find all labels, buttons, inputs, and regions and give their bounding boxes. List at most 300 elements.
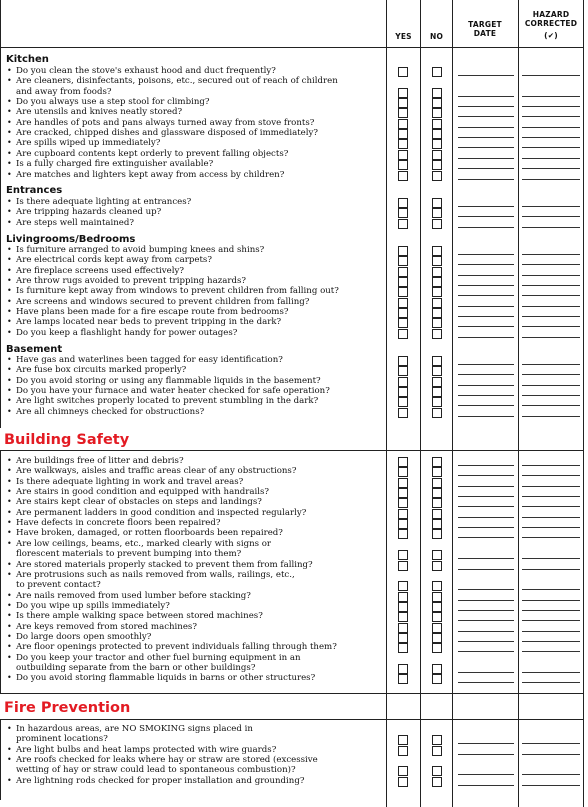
no-checkbox[interactable]: [432, 329, 442, 339]
no-checkbox[interactable]: [432, 777, 442, 787]
yes-checkbox[interactable]: [398, 171, 408, 181]
hazard-corrected-field[interactable]: [522, 610, 580, 611]
yes-checkbox[interactable]: [398, 746, 408, 756]
yes-checkbox[interactable]: [398, 519, 408, 529]
no-checkbox[interactable]: [432, 488, 442, 498]
yes-checkbox[interactable]: [398, 478, 408, 488]
checklist-item: [6, 466, 382, 476]
column-divider: [583, 0, 584, 807]
target-date-field[interactable]: [458, 264, 514, 265]
no-checkbox[interactable]: [432, 171, 442, 181]
yes-checkbox[interactable]: [398, 277, 408, 287]
target-date-field[interactable]: [458, 374, 514, 375]
target-date-field[interactable]: [458, 569, 514, 570]
yes-checkbox[interactable]: [398, 674, 408, 684]
hazard-corrected-field[interactable]: [522, 285, 580, 286]
target-date-field[interactable]: [458, 620, 514, 621]
no-checkbox[interactable]: [432, 612, 442, 622]
item-text: • Are protrusions such as nails removed from walls, railings, etc.,: [6, 570, 382, 580]
checklist-item: [6, 632, 382, 642]
checklist-item: [6, 266, 382, 276]
hazard-corrected-field[interactable]: [522, 416, 580, 417]
checklist-item: [6, 128, 382, 138]
yes-checkbox[interactable]: [398, 98, 408, 108]
section-rule: [0, 719, 584, 720]
no-checkbox[interactable]: [432, 88, 442, 98]
hazard-corrected-field[interactable]: [522, 306, 580, 307]
yes-checkbox[interactable]: [398, 308, 408, 318]
yes-checkbox[interactable]: [398, 664, 408, 674]
checklist-item: [6, 396, 382, 406]
item-text: • Have gas and waterlines been tagged for easy identification?: [6, 355, 382, 365]
yes-checkbox[interactable]: [398, 366, 408, 376]
target-date-field[interactable]: [458, 754, 514, 755]
checklist-item: [6, 477, 382, 487]
item-text-continued: florescent materials to prevent bumping into them?: [16, 549, 242, 560]
hazard-corrected-field[interactable]: [522, 395, 580, 396]
target-date-field[interactable]: [458, 326, 514, 327]
hazard-corrected-field[interactable]: [522, 506, 580, 507]
hazard-corrected-field[interactable]: [522, 216, 580, 217]
no-checkbox[interactable]: [432, 623, 442, 633]
hazard-corrected-field[interactable]: [522, 206, 580, 207]
yes-checkbox[interactable]: [398, 612, 408, 622]
item-text: • Do you wipe up spills immediately?: [6, 601, 382, 611]
yes-checkbox[interactable]: [398, 298, 408, 308]
hazard-corrected-field[interactable]: [522, 754, 580, 755]
item-text: • Are permanent ladders in good condition and inspected regularly?: [6, 508, 382, 518]
target-date-field[interactable]: [458, 337, 514, 338]
yes-checkbox[interactable]: [398, 387, 408, 397]
target-date-field[interactable]: [458, 506, 514, 507]
target-date-field[interactable]: [458, 672, 514, 673]
item-text: • Is furniture kept away from windows to prevent children from falling out?: [6, 286, 382, 296]
item-text: • Do you have your furnace and water heater checked for safe operation?: [6, 386, 382, 396]
no-checkbox[interactable]: [432, 664, 442, 674]
checklist-item: [6, 539, 382, 560]
item-text: • Is there ample walking space between stored machines?: [6, 611, 382, 621]
checklist-item: [6, 276, 382, 286]
yes-checkbox[interactable]: [398, 735, 408, 745]
no-checkbox[interactable]: [432, 735, 442, 745]
target-date-field[interactable]: [458, 96, 514, 97]
target-date-field[interactable]: [458, 75, 514, 76]
hazard-corrected-field[interactable]: [522, 517, 580, 518]
no-checkbox[interactable]: [432, 67, 442, 77]
header-rule: [0, 47, 584, 48]
hazard-corrected-field[interactable]: [522, 527, 580, 528]
item-text: • Have defects in concrete floors been repaired?: [6, 518, 382, 528]
yes-column-header: YES: [395, 32, 412, 41]
hazard-corrected-field[interactable]: [522, 486, 580, 487]
no-checkbox[interactable]: [432, 746, 442, 756]
yes-checkbox[interactable]: [398, 457, 408, 467]
item-text: • Is there adequate lighting at entrances?: [6, 197, 382, 207]
checklist-item: [6, 286, 382, 296]
no-checkbox[interactable]: [432, 519, 442, 529]
no-checkbox[interactable]: [432, 208, 442, 218]
item-text: • Are matches and lighters kept away from access by children?: [6, 170, 382, 180]
yes-checkbox[interactable]: [398, 623, 408, 633]
hazard-corrected-field[interactable]: [522, 743, 580, 744]
yes-checkbox[interactable]: [398, 108, 408, 118]
hazard-corrected-field[interactable]: [522, 600, 580, 601]
yes-checkbox[interactable]: [398, 267, 408, 277]
hazard-corrected-field[interactable]: [522, 158, 580, 159]
item-text: • Have plans been made for a fire escape route from bedrooms?: [6, 307, 382, 317]
yes-checkbox[interactable]: [398, 318, 408, 328]
target-date-field[interactable]: [458, 158, 514, 159]
no-checkbox[interactable]: [432, 298, 442, 308]
hazard-corrected-field[interactable]: [522, 537, 580, 538]
item-text-continued: to prevent contact?: [16, 580, 101, 591]
checklist-item: [6, 724, 382, 745]
target-date-field[interactable]: [458, 254, 514, 255]
item-text: • Are utensils and knives neatly stored?: [6, 107, 382, 117]
item-text: • Do you avoid storing or using any flammable liquids in the basement?: [6, 376, 382, 386]
item-text: • Are stored materials properly stacked to prevent them from falling?: [6, 560, 382, 570]
hazard-corrected-field[interactable]: [522, 641, 580, 642]
target-date-field[interactable]: [458, 405, 514, 406]
item-text: • Are fireplace screens used effectively?: [6, 266, 382, 276]
hazard-corrected-field[interactable]: [522, 785, 580, 786]
yes-checkbox[interactable]: [398, 356, 408, 366]
target-date-field[interactable]: [458, 651, 514, 652]
checklist-item: [6, 376, 382, 386]
hazard-corrected-field[interactable]: [522, 227, 580, 228]
no-checkbox[interactable]: [432, 550, 442, 560]
section-title: Entrances: [6, 185, 63, 196]
hazard-corrected-field[interactable]: [522, 651, 580, 652]
checklist-item: [6, 355, 382, 365]
target-date-field[interactable]: [458, 610, 514, 611]
yes-checkbox[interactable]: [398, 246, 408, 256]
item-text: • Are stairs in good condition and equipped with handrails?: [6, 487, 382, 497]
target-date-field[interactable]: [458, 364, 514, 365]
hazard-corrected-field[interactable]: [522, 475, 580, 476]
hazard-corrected-field[interactable]: [522, 168, 580, 169]
no-checkbox[interactable]: [432, 509, 442, 519]
item-text: • Are light bulbs and heat lamps protected with wire guards?: [6, 745, 382, 755]
yes-checkbox[interactable]: [398, 329, 408, 339]
target-date-field[interactable]: [458, 475, 514, 476]
hazard-corrected-field[interactable]: [522, 672, 580, 673]
hazard-corrected-field[interactable]: [522, 620, 580, 621]
no-checkbox[interactable]: [432, 457, 442, 467]
yes-checkbox[interactable]: [398, 602, 408, 612]
target-date-field[interactable]: [458, 631, 514, 632]
checklist-item: [6, 528, 382, 538]
no-checkbox[interactable]: [432, 198, 442, 208]
target-date-field[interactable]: [458, 116, 514, 117]
hazard-corrected-field[interactable]: [522, 106, 580, 107]
no-checkbox[interactable]: [432, 766, 442, 776]
item-text: • Do large doors open smoothly?: [6, 632, 382, 642]
no-checkbox[interactable]: [432, 602, 442, 612]
yes-checkbox[interactable]: [398, 287, 408, 297]
item-text: • Are fuse box circuits marked properly?: [6, 365, 382, 375]
target-date-field[interactable]: [458, 774, 514, 775]
item-text: • Are roofs checked for leaks where hay or straw are stored (excessive: [6, 755, 382, 765]
column-divider: [386, 0, 387, 807]
no-checkbox[interactable]: [432, 581, 442, 591]
target-date-field[interactable]: [458, 527, 514, 528]
target-date-field[interactable]: [458, 147, 514, 148]
no-checkbox[interactable]: [432, 397, 442, 407]
item-text: • Are steps well maintained?: [6, 218, 382, 228]
yes-checkbox[interactable]: [398, 150, 408, 160]
no-checkbox[interactable]: [432, 643, 442, 653]
target-date-field[interactable]: [458, 306, 514, 307]
yes-checkbox[interactable]: [398, 488, 408, 498]
hazard-corrected-field[interactable]: [522, 682, 580, 683]
yes-checkbox[interactable]: [398, 777, 408, 787]
no-checkbox[interactable]: [432, 377, 442, 387]
target-date-field[interactable]: [458, 137, 514, 138]
hazard-corrected-field[interactable]: [522, 147, 580, 148]
no-checkbox[interactable]: [432, 561, 442, 571]
hazard-corrected-field[interactable]: [522, 774, 580, 775]
hazard-corrected-field[interactable]: [522, 179, 580, 180]
item-text: • Are stairs kept clear of obstacles on steps and landings?: [6, 497, 382, 507]
item-text: • Are buildings free of litter and debris?: [6, 456, 382, 466]
hazard-corrected-field[interactable]: [522, 558, 580, 559]
target-date-field[interactable]: [458, 206, 514, 207]
no-checkbox[interactable]: [432, 98, 442, 108]
target-date-field[interactable]: [458, 496, 514, 497]
section-title: Basement: [6, 344, 63, 355]
yes-checkbox[interactable]: [398, 529, 408, 539]
checklist-item: [6, 601, 382, 611]
no-checkbox[interactable]: [432, 308, 442, 318]
section-left-rule: [0, 719, 1, 800]
hazard-corrected-field[interactable]: [522, 275, 580, 276]
item-text: • Are nails removed from used lumber before stacking?: [6, 591, 382, 601]
no-checkbox[interactable]: [432, 119, 442, 129]
target-date-field[interactable]: [458, 385, 514, 386]
column-divider: [452, 0, 453, 807]
hazard-corrected-field[interactable]: [522, 127, 580, 128]
yes-checkbox[interactable]: [398, 219, 408, 229]
yes-checkbox[interactable]: [398, 766, 408, 776]
no-checkbox[interactable]: [432, 318, 442, 328]
checklist-item: [6, 118, 382, 128]
yes-checkbox[interactable]: [398, 408, 408, 418]
target-date-field[interactable]: [458, 179, 514, 180]
checklist-item: [6, 622, 382, 632]
checklist-item: [6, 107, 382, 117]
no-column-header: NO: [429, 32, 444, 41]
hazard-corrected-field[interactable]: [522, 405, 580, 406]
target-date-field[interactable]: [458, 395, 514, 396]
yes-checkbox[interactable]: [398, 498, 408, 508]
yes-checkbox[interactable]: [398, 643, 408, 653]
hazard-corrected-field[interactable]: [522, 589, 580, 590]
section-title: Building Safety: [4, 432, 130, 448]
no-checkbox[interactable]: [432, 592, 442, 602]
checklist-item: [6, 611, 382, 621]
no-checkbox[interactable]: [432, 408, 442, 418]
hazard-corrected-field[interactable]: [522, 137, 580, 138]
no-checkbox[interactable]: [432, 160, 442, 170]
no-checkbox[interactable]: [432, 256, 442, 266]
item-text: • Are cleaners, disinfectants, poisons, etc., secured out of reach of children: [6, 76, 382, 86]
checklist-item: [6, 66, 382, 76]
item-text: • Do you always use a step stool for climbing?: [6, 97, 382, 107]
item-text: • Have broken, damaged, or rotten floorboards been repaired?: [6, 528, 382, 538]
hazard-corrected-field[interactable]: [522, 116, 580, 117]
hazard-corrected-field[interactable]: [522, 295, 580, 296]
yes-checkbox[interactable]: [398, 377, 408, 387]
checklist-item: [6, 76, 382, 97]
yes-checkbox[interactable]: [398, 509, 408, 519]
checklist-item: [6, 518, 382, 528]
checklist-item: [6, 407, 382, 417]
target-date-field[interactable]: [458, 227, 514, 228]
hazard-checkmark-label: (✔): [544, 31, 558, 40]
item-text: • Are floor openings protected to prevent individuals falling through them?: [6, 642, 382, 652]
section-rule: [0, 693, 584, 694]
item-text-continued: prominent locations?: [16, 734, 108, 745]
no-checkbox[interactable]: [432, 356, 442, 366]
yes-checkbox[interactable]: [398, 119, 408, 129]
target-date-field[interactable]: [458, 486, 514, 487]
item-text: • Are lightning rods checked for proper installation and grounding?: [6, 776, 382, 786]
no-checkbox[interactable]: [432, 674, 442, 684]
no-checkbox[interactable]: [432, 267, 442, 277]
column-divider: [0, 0, 1, 428]
target-date-column-header: TARGET DATE: [468, 20, 502, 38]
target-date-field[interactable]: [458, 106, 514, 107]
no-checkbox[interactable]: [432, 246, 442, 256]
target-date-field[interactable]: [458, 785, 514, 786]
target-date-field[interactable]: [458, 682, 514, 683]
checklist-item: [6, 456, 382, 466]
yes-checkbox[interactable]: [398, 256, 408, 266]
checklist-item: [6, 297, 382, 307]
hazard-corrected-field[interactable]: [522, 75, 580, 76]
yes-checkbox[interactable]: [398, 592, 408, 602]
no-checkbox[interactable]: [432, 139, 442, 149]
hazard-corrected-field[interactable]: [522, 569, 580, 570]
hazard-corrected-field[interactable]: [522, 631, 580, 632]
hazard-corrected-column-header: HAZARD CORRECTED: [524, 10, 578, 28]
no-checkbox[interactable]: [432, 219, 442, 229]
item-text: • Do you clean the stove's exhaust hood and duct frequently?: [6, 66, 382, 76]
no-checkbox[interactable]: [432, 529, 442, 539]
yes-checkbox[interactable]: [398, 550, 408, 560]
target-date-field[interactable]: [458, 295, 514, 296]
target-date-field[interactable]: [458, 589, 514, 590]
hazard-corrected-field[interactable]: [522, 264, 580, 265]
checklist-item: [6, 207, 382, 217]
hazard-corrected-field[interactable]: [522, 316, 580, 317]
yes-checkbox[interactable]: [398, 581, 408, 591]
target-date-field[interactable]: [458, 416, 514, 417]
hazard-corrected-field[interactable]: [522, 326, 580, 327]
checklist-item: [6, 776, 382, 786]
target-date-field[interactable]: [458, 743, 514, 744]
checklist-item: [6, 508, 382, 518]
hazard-corrected-field[interactable]: [522, 496, 580, 497]
target-date-field[interactable]: [458, 127, 514, 128]
no-checkbox[interactable]: [432, 498, 442, 508]
item-text: • Are cupboard contents kept orderly to prevent falling objects?: [6, 149, 382, 159]
no-checkbox[interactable]: [432, 633, 442, 643]
checklist-item: [6, 307, 382, 317]
hazard-corrected-field[interactable]: [522, 364, 580, 365]
no-checkbox[interactable]: [432, 129, 442, 139]
target-date-field[interactable]: [458, 216, 514, 217]
target-date-field[interactable]: [458, 285, 514, 286]
yes-checkbox[interactable]: [398, 208, 408, 218]
item-text: • Are handles of pots and pans always turned away from stove fronts?: [6, 118, 382, 128]
hazard-corrected-field[interactable]: [522, 374, 580, 375]
no-checkbox[interactable]: [432, 478, 442, 488]
target-date-field[interactable]: [458, 641, 514, 642]
checklist-item: [6, 197, 382, 207]
target-date-field[interactable]: [458, 537, 514, 538]
checklist-item: [6, 97, 382, 107]
checklist-item: [6, 255, 382, 265]
target-date-field[interactable]: [458, 465, 514, 466]
target-date-field[interactable]: [458, 517, 514, 518]
target-date-field[interactable]: [458, 275, 514, 276]
yes-checkbox[interactable]: [398, 561, 408, 571]
target-date-field[interactable]: [458, 168, 514, 169]
hazard-corrected-field[interactable]: [522, 385, 580, 386]
yes-checkbox[interactable]: [398, 129, 408, 139]
hazard-corrected-field[interactable]: [522, 337, 580, 338]
target-date-field[interactable]: [458, 600, 514, 601]
hazard-corrected-field[interactable]: [522, 96, 580, 97]
no-checkbox[interactable]: [432, 467, 442, 477]
section-title: Fire Prevention: [4, 700, 131, 716]
section-rule: [0, 450, 584, 451]
yes-checkbox[interactable]: [398, 397, 408, 407]
item-text: • Do you keep your tractor and other fuel burning equipment in an: [6, 653, 382, 663]
checklist-item: [6, 497, 382, 507]
yes-checkbox[interactable]: [398, 160, 408, 170]
yes-checkbox[interactable]: [398, 198, 408, 208]
no-checkbox[interactable]: [432, 366, 442, 376]
yes-checkbox[interactable]: [398, 67, 408, 77]
target-date-field[interactable]: [458, 316, 514, 317]
checklist-item: [6, 218, 382, 228]
checklist-item: [6, 159, 382, 169]
yes-checkbox[interactable]: [398, 88, 408, 98]
no-checkbox[interactable]: [432, 150, 442, 160]
yes-checkbox[interactable]: [398, 633, 408, 643]
no-checkbox[interactable]: [432, 108, 442, 118]
section-title: Livingrooms/Bedrooms: [6, 234, 136, 245]
item-text: • Are keys removed from stored machines?: [6, 622, 382, 632]
yes-checkbox[interactable]: [398, 139, 408, 149]
target-date-field[interactable]: [458, 558, 514, 559]
no-checkbox[interactable]: [432, 387, 442, 397]
yes-checkbox[interactable]: [398, 467, 408, 477]
column-divider: [518, 0, 519, 807]
item-text: • In hazardous areas, are NO SMOKING signs placed in: [6, 724, 382, 734]
no-checkbox[interactable]: [432, 277, 442, 287]
no-checkbox[interactable]: [432, 287, 442, 297]
checklist-item: [6, 591, 382, 601]
hazard-corrected-field[interactable]: [522, 254, 580, 255]
checklist-item: [6, 170, 382, 180]
item-text: • Are all chimneys checked for obstructions?: [6, 407, 382, 417]
hazard-corrected-field[interactable]: [522, 465, 580, 466]
checklist-item: [6, 560, 382, 570]
